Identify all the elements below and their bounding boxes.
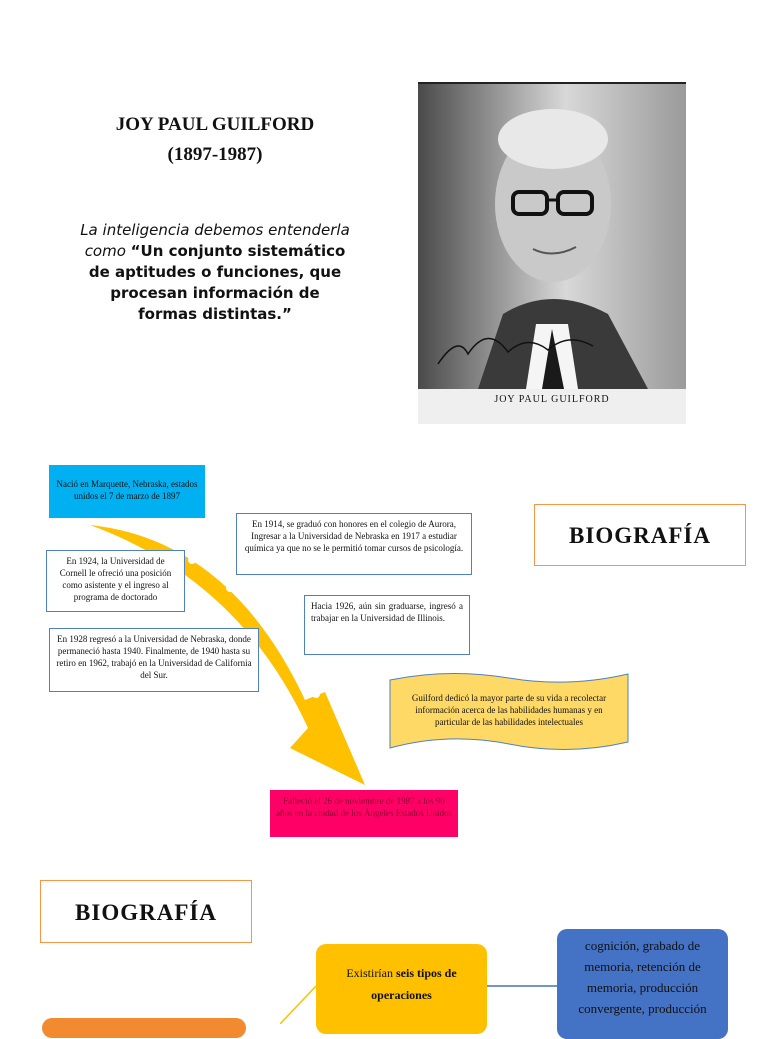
- portrait-drawing: [418, 84, 686, 389]
- dedication-note: Guilford dedicó la mayor parte de su vida a recolectar información acerca de las habilidades humanas y en particular de las habilidades intelectuales: [411, 693, 607, 727]
- life-years: (1897-1987): [167, 144, 263, 165]
- root-node: [42, 1018, 246, 1038]
- note-1914: En 1914, se graduó con honores en el colegio de Aurora, Ingresar a la Universidad de Nebraska en 1917 a estudiar química ya que no se le permitió tomar cursos de psicología.: [236, 513, 472, 575]
- portrait-caption: JOY PAUL GUILFORD: [494, 394, 610, 405]
- person-name: JOY PAUL GUILFORD: [115, 114, 315, 135]
- note-1926: Hacia 1926, aún sin graduarse, ingresó a trabajar en la Universidad de Illinois.: [304, 595, 470, 655]
- operations-count: seis tipos de operaciones: [371, 966, 457, 1002]
- biography-heading-lower: BIOGRAFÍA: [40, 880, 252, 943]
- quote-intro: La inteligencia debemos entenderla como: [80, 221, 350, 260]
- birth-note: Nació en Marquette, Nebraska, estados unidos el 7 de marzo de 1897: [49, 465, 205, 518]
- note-1924: En 1924, la Universidad de Cornell le ofreció una posición como asistente y el ingreso al programa de doctorado: [46, 550, 185, 612]
- operations-node: [316, 944, 487, 1034]
- operations-prefix: Existirían: [346, 966, 396, 980]
- portrait-photo: [418, 82, 686, 424]
- definition-quote: [80, 220, 350, 325]
- operations-list-node: cognición, grabado de memoria, retención de memoria, producción convergente, producción: [557, 929, 728, 1039]
- death-note: Falleció el 26 de noviembre de 1987 a los 90 años en la ciudad de los Ángeles Estados Unidos: [270, 790, 458, 837]
- biography-heading: BIOGRAFÍA: [534, 504, 746, 566]
- quote-definition: “Un conjunto sistemático de aptitudes o funciones, que procesan información de formas distintas.”: [88, 242, 346, 323]
- note-1928: En 1928 regresó a la Universidad de Nebraska, donde permaneció hasta 1940. Finalmente, de 1940 hasta su retiro en 1962, trabajó en la Universidad de California del Sur.: [49, 628, 259, 692]
- portrait-image: [418, 82, 686, 389]
